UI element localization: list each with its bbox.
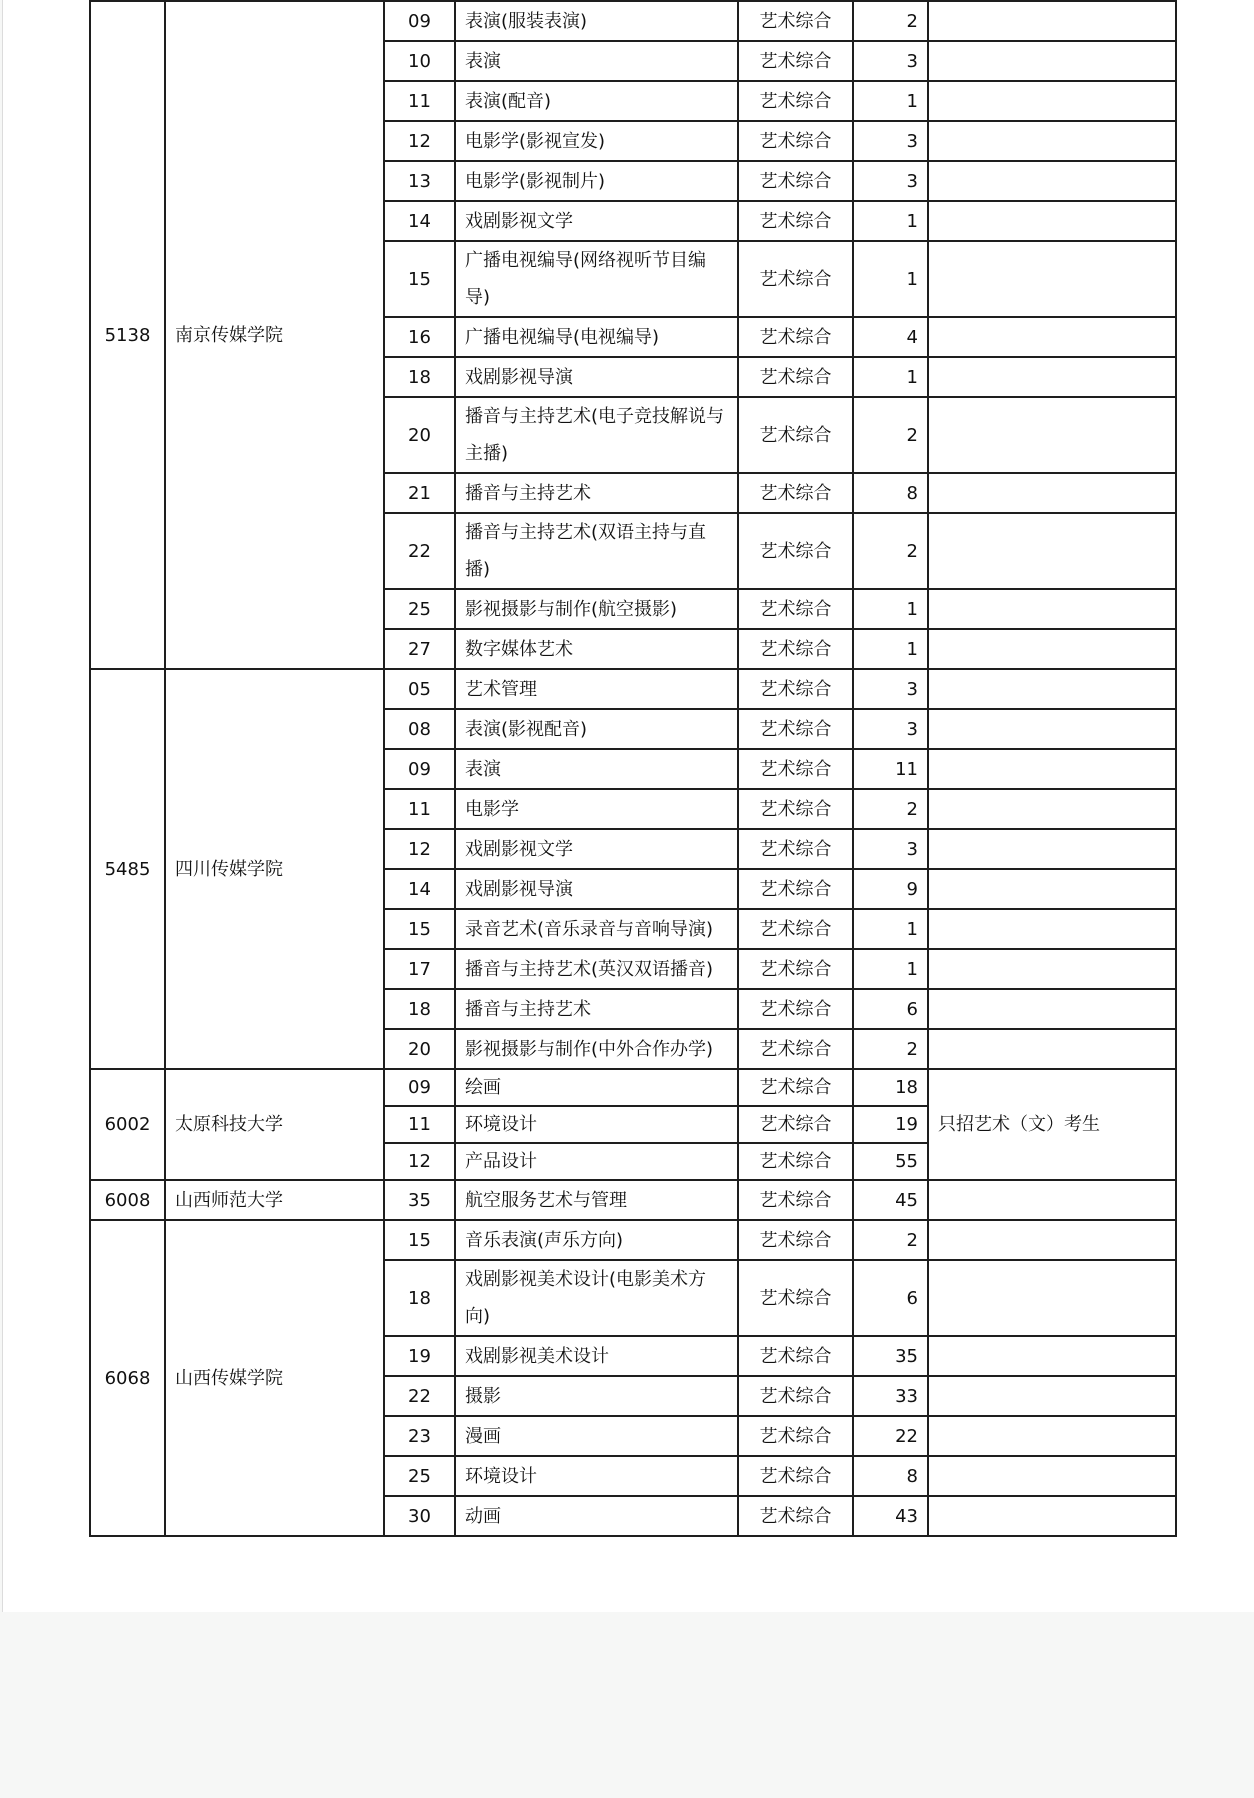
major-code: 20 [384,1029,455,1069]
major-name: 表演(配音) [455,81,738,121]
plan-count: 33 [853,1376,928,1416]
table-row [90,1,1176,41]
major-name: 电影学 [455,789,738,829]
exam-subject: 艺术综合 [738,909,853,949]
plan-count: 3 [853,161,928,201]
plan-count: 22 [853,1416,928,1456]
major-code: 22 [384,1376,455,1416]
major-name: 表演(影视配音) [455,709,738,749]
major-code: 13 [384,161,455,201]
major-code: 15 [384,241,455,317]
school-code: 5485 [90,669,165,1069]
major-name: 音乐表演(声乐方向) [455,1220,738,1260]
exam-subject: 艺术综合 [738,1,853,41]
remark-cell [928,81,1176,121]
major-code: 09 [384,1069,455,1106]
plan-count: 9 [853,869,928,909]
major-name: 表演 [455,41,738,81]
exam-subject: 艺术综合 [738,1069,853,1106]
major-code: 25 [384,589,455,629]
exam-subject: 艺术综合 [738,473,853,513]
exam-subject: 艺术综合 [738,829,853,869]
remark-cell [928,789,1176,829]
major-name: 环境设计 [455,1106,738,1143]
remark-cell [928,161,1176,201]
school-code: 6068 [90,1220,165,1536]
major-name: 戏剧影视文学 [455,829,738,869]
major-code: 16 [384,317,455,357]
exam-subject: 艺术综合 [738,1106,853,1143]
table-body [90,1,1176,1536]
major-name: 戏剧影视导演 [455,869,738,909]
plan-count: 2 [853,1029,928,1069]
major-name: 产品设计 [455,1143,738,1180]
exam-subject: 艺术综合 [738,669,853,709]
remark-cell [928,1336,1176,1376]
major-name: 播音与主持艺术(电子竞技解说与主播) [455,397,738,473]
plan-count: 1 [853,241,928,317]
major-name: 播音与主持艺术(英汉双语播音) [455,949,738,989]
exam-subject: 艺术综合 [738,41,853,81]
major-name: 艺术管理 [455,669,738,709]
major-name: 录音艺术(音乐录音与音响导演) [455,909,738,949]
major-code: 05 [384,669,455,709]
major-name: 绘画 [455,1069,738,1106]
major-code: 15 [384,909,455,949]
major-code: 09 [384,749,455,789]
remark-cell [928,629,1176,669]
remark-cell [928,709,1176,749]
major-code: 11 [384,789,455,829]
major-code: 30 [384,1496,455,1536]
remark-cell [928,1220,1176,1260]
major-name: 广播电视编导(电视编导) [455,317,738,357]
major-code: 12 [384,121,455,161]
table-row [90,669,1176,709]
exam-subject: 艺术综合 [738,121,853,161]
plan-count: 35 [853,1336,928,1376]
major-name: 影视摄影与制作(航空摄影) [455,589,738,629]
school-code: 5138 [90,1,165,669]
exam-subject: 艺术综合 [738,1416,853,1456]
remark-cell [928,749,1176,789]
major-name: 戏剧影视文学 [455,201,738,241]
exam-subject: 艺术综合 [738,789,853,829]
major-code: 10 [384,41,455,81]
exam-subject: 艺术综合 [738,201,853,241]
exam-subject: 艺术综合 [738,749,853,789]
major-code: 09 [384,1,455,41]
plan-count: 2 [853,397,928,473]
remark-cell [928,513,1176,589]
remark-cell [928,1496,1176,1536]
table-row [90,1180,1176,1220]
major-name: 电影学(影视宣发) [455,121,738,161]
exam-subject: 艺术综合 [738,1143,853,1180]
plan-count: 45 [853,1180,928,1220]
remark-cell [928,1456,1176,1496]
exam-subject: 艺术综合 [738,397,853,473]
major-name: 数字媒体艺术 [455,629,738,669]
remark-cell [928,989,1176,1029]
plan-count: 3 [853,829,928,869]
major-code: 19 [384,1336,455,1376]
plan-count: 8 [853,1456,928,1496]
plan-count: 6 [853,1260,928,1336]
remark-cell [928,669,1176,709]
major-code: 14 [384,869,455,909]
major-name: 环境设计 [455,1456,738,1496]
exam-subject: 艺术综合 [738,513,853,589]
plan-count: 2 [853,513,928,589]
plan-count: 2 [853,1,928,41]
major-name: 表演 [455,749,738,789]
document-page [2,0,1254,1612]
remark-cell [928,241,1176,317]
remark-cell [928,909,1176,949]
major-code: 18 [384,989,455,1029]
major-code: 12 [384,829,455,869]
major-name: 航空服务艺术与管理 [455,1180,738,1220]
major-name: 广播电视编导(网络视听节目编导) [455,241,738,317]
remark-cell [928,201,1176,241]
remark-cell [928,473,1176,513]
plan-count: 2 [853,789,928,829]
plan-count: 3 [853,41,928,81]
major-code: 12 [384,1143,455,1180]
table-row [90,1069,1176,1106]
remark-cell [928,829,1176,869]
major-code: 14 [384,201,455,241]
remark-cell [928,1029,1176,1069]
exam-subject: 艺术综合 [738,1260,853,1336]
school-name: 山西师范大学 [165,1180,384,1220]
major-name: 戏剧影视美术设计(电影美术方向) [455,1260,738,1336]
major-code: 35 [384,1180,455,1220]
remark-cell [928,357,1176,397]
plan-count: 4 [853,317,928,357]
plan-count: 3 [853,669,928,709]
major-code: 15 [384,1220,455,1260]
remark-cell [928,869,1176,909]
major-code: 21 [384,473,455,513]
plan-count: 43 [853,1496,928,1536]
exam-subject: 艺术综合 [738,1496,853,1536]
school-code: 6002 [90,1069,165,1180]
exam-subject: 艺术综合 [738,1029,853,1069]
major-name: 动画 [455,1496,738,1536]
exam-subject: 艺术综合 [738,161,853,201]
remark-cell [928,1260,1176,1336]
school-name: 南京传媒学院 [165,1,384,669]
remark-cell [928,121,1176,161]
remark-cell [928,1,1176,41]
remark-cell [928,397,1176,473]
remark-cell [928,1180,1176,1220]
major-code: 18 [384,1260,455,1336]
exam-subject: 艺术综合 [738,1376,853,1416]
exam-subject: 艺术综合 [738,317,853,357]
major-code: 23 [384,1416,455,1456]
school-code: 6008 [90,1180,165,1220]
major-name: 播音与主持艺术(双语主持与直播) [455,513,738,589]
major-name: 播音与主持艺术 [455,989,738,1029]
remark-cell [928,41,1176,81]
remark-cell [928,589,1176,629]
plan-count: 1 [853,909,928,949]
plan-count: 19 [853,1106,928,1143]
plan-count: 55 [853,1143,928,1180]
exam-subject: 艺术综合 [738,589,853,629]
major-name: 戏剧影视美术设计 [455,1336,738,1376]
remark-cell [928,317,1176,357]
plan-count: 18 [853,1069,928,1106]
exam-subject: 艺术综合 [738,629,853,669]
plan-count: 2 [853,1220,928,1260]
major-code: 17 [384,949,455,989]
exam-subject: 艺术综合 [738,1336,853,1376]
major-code: 20 [384,397,455,473]
plan-count: 1 [853,201,928,241]
major-code: 11 [384,1106,455,1143]
exam-subject: 艺术综合 [738,1180,853,1220]
major-code: 27 [384,629,455,669]
plan-count: 1 [853,949,928,989]
major-name: 播音与主持艺术 [455,473,738,513]
school-name: 四川传媒学院 [165,669,384,1069]
major-name: 影视摄影与制作(中外合作办学) [455,1029,738,1069]
exam-subject: 艺术综合 [738,81,853,121]
exam-subject: 艺术综合 [738,1220,853,1260]
exam-subject: 艺术综合 [738,949,853,989]
plan-count: 11 [853,749,928,789]
table-row [90,1220,1176,1260]
remark-cell [928,1416,1176,1456]
remark-cell [928,949,1176,989]
exam-subject: 艺术综合 [738,241,853,317]
plan-count: 1 [853,589,928,629]
plan-count: 1 [853,357,928,397]
plan-count: 3 [853,121,928,161]
major-name: 戏剧影视导演 [455,357,738,397]
exam-subject: 艺术综合 [738,709,853,749]
exam-subject: 艺术综合 [738,989,853,1029]
exam-subject: 艺术综合 [738,869,853,909]
plan-count: 8 [853,473,928,513]
school-name: 太原科技大学 [165,1069,384,1180]
plan-count: 3 [853,709,928,749]
exam-subject: 艺术综合 [738,357,853,397]
remark-cell: 只招艺术（文）考生 [928,1069,1176,1180]
major-code: 18 [384,357,455,397]
school-name: 山西传媒学院 [165,1220,384,1536]
major-code: 22 [384,513,455,589]
major-name: 表演(服装表演) [455,1,738,41]
plan-count: 1 [853,629,928,669]
major-name: 漫画 [455,1416,738,1456]
plan-count: 6 [853,989,928,1029]
enrollment-plan-table [89,0,1177,1537]
exam-subject: 艺术综合 [738,1456,853,1496]
major-name: 电影学(影视制片) [455,161,738,201]
major-code: 11 [384,81,455,121]
major-code: 08 [384,709,455,749]
major-code: 25 [384,1456,455,1496]
remark-cell [928,1376,1176,1416]
major-name: 摄影 [455,1376,738,1416]
plan-count: 1 [853,81,928,121]
